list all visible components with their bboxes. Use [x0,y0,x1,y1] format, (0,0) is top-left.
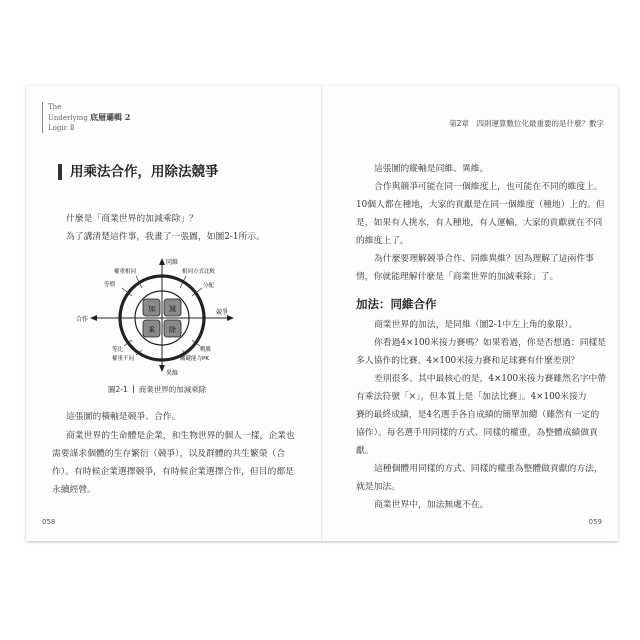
para-difference-line3: 賽的最終成績，是4名選手各自成績的簡單加總（雖然有一定的 [356,410,600,420]
cell-divide-label: 除 [169,326,176,334]
arrow-left-icon [90,315,97,321]
arrow-right-icon [227,315,234,321]
para-relay-line1: 你看過4×100米接力賽嗎？如果看過，你是否想過：同樣是 [374,338,607,348]
running-head-line2: Underlying [48,114,88,122]
arrow-up-icon [159,258,165,265]
running-head-line3: Logic Ⅱ [48,124,75,132]
question-text: 什麼是「商業世界的加減乘除」？ [66,214,198,224]
para-difference-line5: 獻。 [356,446,374,456]
axis-label-top: 同維 [166,259,179,266]
axis-label-right: 競爭 [216,309,229,316]
label-bottom-left-2: 權重不同 [112,356,135,362]
axis-label-left: 合作 [76,316,89,323]
label-bottom-right-1: 戰勝 [200,347,212,353]
para-vertical-axis: 這張圖的縱軸是同維、異維。 [374,164,489,174]
para-relay-line2: 多人協作的比賽，4×100米接力賽和足球賽有什麼差別？ [356,356,580,366]
label-top-right-1: 相同方式比較 [182,269,216,275]
running-head-right: 第2章 四則運算數位化最重要的是什麼？數字 [449,119,604,128]
para-addition-def: 商業世界的加法，是同維（圖2-1中左上角的象限）。 [374,320,578,330]
para-dimension-line2: 10個人都在種地，大家的貢獻是在同一個維度（種地）上的。但 [356,200,605,210]
para-difference-line4: 協作）。每名選手用同樣的方式、同樣的權重，為整體成績做貢 [356,428,598,438]
para-life-line1: 商業世界的生命體是企業，和生物世界的個人一樣，企業也 [66,431,295,441]
para-life-line4: 永續經營。 [52,485,96,495]
section-title: 用乘法合作，用除法競爭 [58,164,219,180]
para-life-line2: 需要謀求個體的生存繁衍（競爭），以及群體的共生繁榮（合 [52,449,286,459]
para-life-line3: 作）。有時候企業選擇競爭，有時候企業選擇合作，但目的都是 [52,467,294,477]
para-why-line1: 為什麼要理解競爭合作、同維異維？因為理解了這兩件事 [374,254,594,264]
running-head-line1: The [48,103,62,111]
label-bottom-left-1: 等比 [112,347,124,353]
para-is-addition: 就是加法。 [356,482,400,492]
cell-add-label: 加 [148,305,155,313]
para-dimension-line3: 是，如果有人挑水，有人種地，有人運輸，大家的貢獻就在不同 [356,218,603,228]
cell-multiply-label: 乘 [148,326,155,334]
subhead-addition: 加法：同維合作 [356,297,437,311]
para-dimension-line4: 的維度上了。 [356,236,409,246]
label-top-left-2: 等價 [104,282,116,288]
running-head-left [42,102,130,133]
para-difference-line2: 有乘法符號「×」，但本質上是「加法比賽」。4×100米接力 [356,392,587,402]
figure-caption [108,384,206,395]
figure-2-1 [76,256,236,377]
label-top-right-2: 分配 [203,283,215,289]
figure-caption-text: 商業世界的加減乘除 [138,385,207,394]
series-title: 底層邏輯 2 [90,112,131,122]
para-horizontal-axis: 這張圖的橫軸是競爭、合作。 [66,412,181,422]
para-method: 這種個體用同樣的方式、同樣的權重為整體做貢獻的方法， [374,464,603,474]
para-why-line2: 情，你就能理解什麼是「商業世界的加減乘除」了。 [356,272,559,282]
page-number-right: 059 [588,518,602,526]
para-dimension-line1: 合作與競爭可能在同一個維度上，也可能在不同的維度上。 [374,182,603,192]
cell-subtract-label: 減 [169,305,176,313]
para-everywhere: 商業世界中，加法無處不在。 [374,500,489,510]
label-top-left-1: 權重相同 [114,269,137,275]
arrow-down-icon [159,365,165,372]
axis-label-bottom: 異維 [166,370,179,377]
book-gutter [321,86,323,541]
book-spread [26,86,618,541]
label-bottom-right-2: 關鍵能力PK [180,356,209,362]
page-number-left: 058 [42,518,56,526]
intro-text: 為了講清楚這件事，我畫了一張圖，如圖2-1所示。 [66,232,265,242]
para-difference-line1: 差別很多。其中最核心的是，4×100米接力賽雖然名字中帶 [374,374,607,384]
figure-caption-number: 圖2-1 [108,385,128,394]
